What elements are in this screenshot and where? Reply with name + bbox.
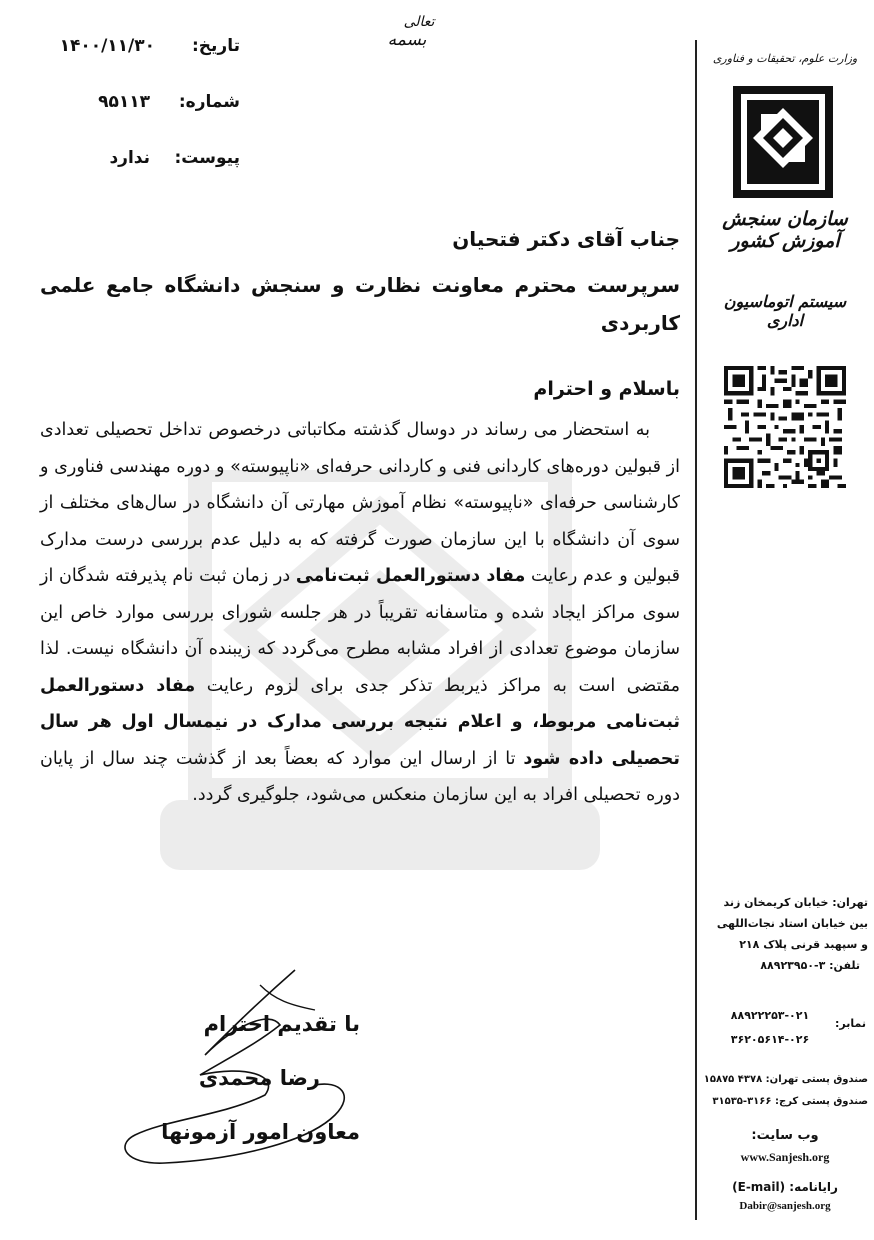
closing-phrase: با تقدیم احترام [203, 1012, 360, 1036]
attachment-row [30, 148, 240, 178]
signatory-name: رضا محمدی [198, 1066, 320, 1090]
system-name: سیستم اتوماسیون اداری [723, 292, 847, 330]
address-line-3: و سپهبد قرنی پلاک ۲۱۸ [739, 938, 868, 951]
body-bold-1: مفاد دستورالعمل ثبت‌نامی [295, 566, 526, 586]
body-part-2: در زمان ثبت نام پذیرفته شدگان از سوی مراکز ایجاد شده و متاسفانه تقریباً در هر جلسه شورای بررسی موارد خاص این سازمان موضوع تعدادی از افراد مشابه مطرح می‌گردد که زیبنده آن دانشگاه نیست. لذا مقتضی است به مراکز ذیربط تذکر جدی برای لزوم رعایت [40, 566, 681, 696]
date-label: تاریخ: [192, 36, 240, 56]
fax-values [706, 1004, 834, 1052]
basmala-bottom: بسمه [387, 30, 427, 50]
address-line-1: تهران: خیابان کریمخان زند [723, 896, 868, 909]
address-line-2: بین خیابان استاد نجات‌اللهی [716, 917, 868, 930]
basmala-top: تعالی [403, 14, 435, 30]
number-row [30, 92, 240, 122]
sidebar-divider [695, 40, 697, 1220]
greeting: باسلام و احترام [533, 378, 680, 400]
basmala-handwritten [352, 14, 462, 62]
body-bold-2: مفاد دستورالعمل ثبت‌نامی مربوط، و اعلام نتیجه بررسی مدارک در نیمسال اول هر سال تحصیلی داده شود [40, 675, 680, 769]
fax-1: ۸۸۹۲۲۲۵۳-۰۲۱ [730, 1009, 810, 1022]
handwritten-signature-icon [105, 965, 375, 1180]
ministry-name: وزارت علوم، تحقیقات و فناوری [712, 52, 858, 65]
fax-2: ۳۶۲۰۵۶۱۴-۰۲۶ [730, 1033, 810, 1046]
recipient-name: جناب آقای دکتر فتحیان [452, 227, 680, 251]
body-part-1: به استحضار می رساند در دوسال گذشته مکاتباتی درخصوص تداخل تحصیلی تعدادی از قبولین دوره‌های کاردانی فنی و کاردانی حرفه‌ای «ناپیوسته» و دوره مهندسی فناوری و کارشناسی حرفه‌ای «ناپیوسته» نظام آموزش مهارتی آن دانشگاه در سال‌های مختلف از سوی آن دانشگاه با این سازمان صورت گرفته که به دلیل عدم بررسی درست مدارک قبولین و عدم رعایت [40, 420, 680, 586]
po-box-karaj: صندوق پستی کرج: ۳۱۶۶-۳۱۵۳۵ [712, 1096, 868, 1107]
recipient-title: سرپرست محترم معاونت نظارت و سنجش دانشگاه جامع علمی کاربردی [40, 273, 680, 335]
fax-label: نمابر: [835, 1017, 867, 1030]
qr-code-icon [724, 366, 846, 488]
email-label: رایانامه: (E-mail) [732, 1180, 838, 1194]
website-label: وب سایت: [751, 1128, 819, 1143]
number-label: شماره: [178, 92, 240, 112]
letter-body [40, 412, 680, 814]
number-value: ۹۵۱۱۳ [98, 92, 150, 112]
attachment-value: ندارد [109, 148, 150, 168]
phone-number: تلفن: ۳-۸۸۹۲۳۹۵۰ [760, 959, 860, 972]
signatory-title: معاون امور آزمونها [161, 1120, 360, 1144]
date-value: ۱۴۰۰/۱۱/۳۰ [59, 36, 155, 56]
email-link[interactable]: Dabir@sanjesh.org [739, 1200, 831, 1212]
website-link[interactable]: www.Sanjesh.org [740, 1150, 830, 1164]
organization-logo-icon [731, 84, 835, 200]
date-row [30, 36, 240, 66]
po-box-tehran: صندوق پستی تهران: ۴۳۷۸ ۱۵۸۷۵ [703, 1074, 868, 1085]
body-part-3: تا از ارسال این موارد که بعضاً بعد از گذشت چند سال از پایان دوره تحصیلی افراد به این سازمان منعکس می‌شود، جلوگیری گردد. [40, 748, 680, 805]
organization-name: سازمان سنجش آموزش کشور [722, 208, 848, 252]
attachment-label: پیوست: [174, 148, 240, 168]
